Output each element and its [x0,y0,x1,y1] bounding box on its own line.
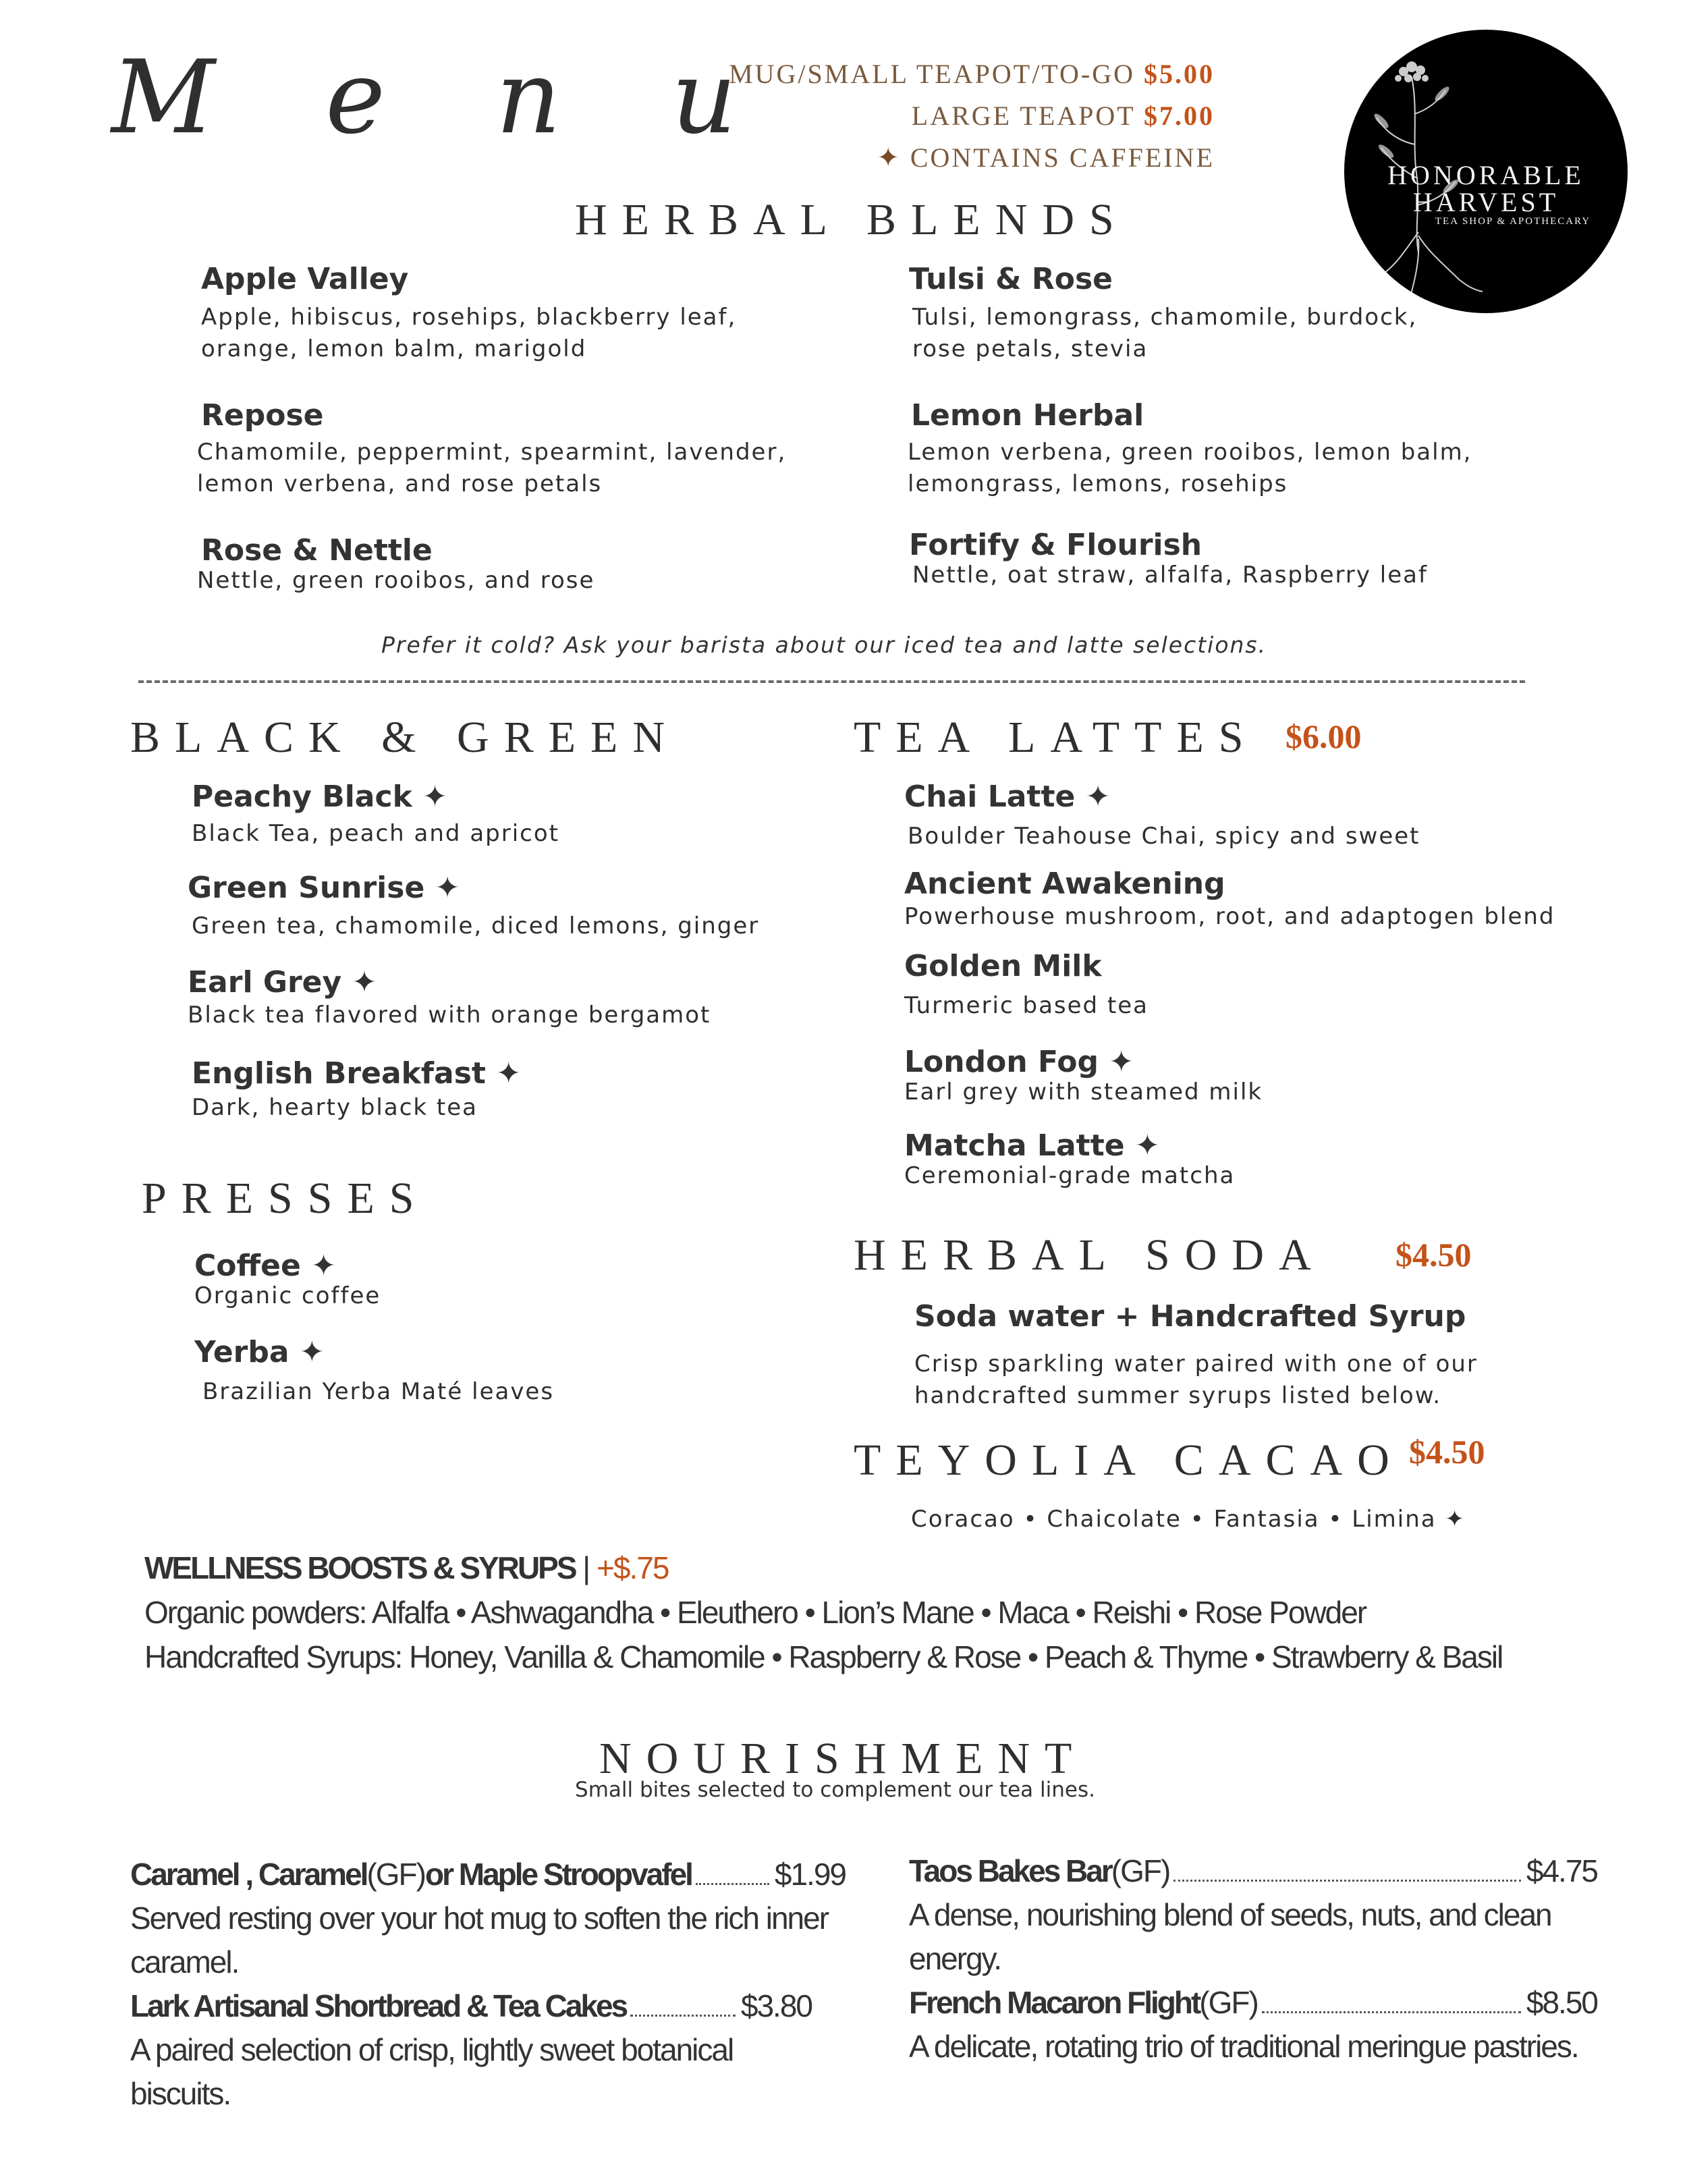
item-name: Yerba ✦ [194,1335,325,1369]
section-presses-heading: PRESSES [142,1174,429,1223]
nourish-item-desc: A paired selection of crisp, lightly sweet botanical biscuits. [130,2032,734,2111]
item-desc: lemongrass, lemons, rosehips [908,470,1288,497]
item-name: Chai Latte ✦ [904,780,1111,814]
nourish-item-header [909,1981,1597,2025]
menu-item [188,871,759,942]
item-name: Tulsi & Rose [909,262,1113,296]
nourish-item [130,1853,846,1984]
wellness-powders: Organic powders: Alfalfa • Ashwagandha • Eleuthero • Lion’s Mane • Maca • Reishi • Rose Powder [144,1595,1366,1630]
menu-title: M e n u [111,39,776,157]
nourish-item-price: $8.50 [1526,1985,1597,2020]
wellness-separator: | [575,1550,597,1585]
section-teyolia-cacao-heading: TEYOLIA CACAO [854,1436,1404,1485]
menu-item [909,528,1428,591]
price-line-label: LARGE TEAPOT [911,101,1135,131]
wellness-price: +$.75 [597,1550,669,1585]
menu-item [904,780,1420,852]
nourish-item-header [130,1984,812,2028]
nourish-item-price: $1.99 [774,1857,846,1892]
section-divider [138,680,1525,683]
logo-line-2: HARVEST [1412,187,1559,217]
item-name: Matcha Latte ✦ [904,1128,1160,1163]
nourish-item [909,1849,1597,1981]
nourish-item-desc: Served resting over your hot mug to soften the rich inner caramel. [130,1901,829,1980]
menu-item [188,965,711,1031]
wellness-boosts [144,1546,1502,1679]
section-black-green-heading: BLACK & GREEN [130,713,680,762]
item-desc: Brazilian Yerba Maté leaves [202,1378,555,1405]
item-name: Peachy Black ✦ [192,780,448,814]
menu-item [192,1056,521,1124]
menu-item [194,1335,554,1408]
nourish-item-name: French Macaron Flight [909,1985,1200,2020]
section-nourishment-heading: NOURISHMENT [599,1734,1087,1783]
nourish-item-price: $3.80 [740,1988,812,2023]
nourish-item-desc: A dense, nourishing blend of seeds, nuts, and clean energy. [909,1897,1551,1976]
menu-item [904,949,1149,1022]
wellness-syrups: Handcrafted Syrups: Honey, Vanilla & Chamomile • Raspberry & Rose • Peach & Thyme • Strawberry & Basil [144,1639,1503,1674]
item-name: Repose [201,398,324,433]
nourishment-subtitle: Small bites selected to complement our tea lines. [575,1778,1095,1802]
nourish-item-gf: (GF) [366,1857,425,1892]
item-desc: Ceremonial-grade matcha [904,1162,1236,1189]
caffeine-star-icon: ✦ [877,142,902,173]
nourish-item-gf: (GF) [1111,1853,1170,1888]
item-desc: Nettle, oat straw, alfalfa, Raspberry leaf [912,562,1428,589]
menu-item [194,1249,381,1312]
teyolia-flavors: Coracao • Chaicolate • Fantasia • Limina ✦ [911,1506,1466,1533]
price-line-small [729,58,1215,90]
item-name: English Breakfast ✦ [192,1056,522,1091]
nourish-item-name: Caramel , Caramel [130,1857,367,1892]
item-name: Golden Milk [904,949,1102,983]
menu-item [197,533,595,597]
dotted-leader [630,2015,736,2017]
item-name: Earl Grey ✦ [188,965,377,1000]
price-line-value: $7.00 [1144,101,1215,131]
section-tea-lattes-heading: TEA LATTES [854,713,1259,762]
section-herbal-soda-heading: HERBAL SODA [854,1230,1326,1280]
item-desc: Black tea flavored with orange bergamot [188,1002,711,1029]
menu-item [197,398,787,500]
item-name: Fortify & Flourish [909,528,1202,562]
item-desc: Apple, hibiscus, rosehips, blackberry leaf, [201,304,737,331]
nourish-item-name: Lark Artisanal Shortbread & Tea Cakes [130,1988,627,2023]
menu-item [914,1299,1478,1412]
nourish-item-gf: (GF) [1199,1985,1258,2020]
item-desc: Organic coffee [194,1282,381,1309]
item-desc: Lemon verbena, green rooibos, lemon balm, [908,439,1472,466]
item-desc: orange, lemon balm, marigold [201,335,587,362]
item-name: Rose & Nettle [201,533,433,568]
item-name: Ancient Awakening [904,867,1225,901]
menu-item [904,1045,1263,1108]
item-name: Green Sunrise ✦ [188,871,460,905]
section-herbal-blends-heading: HERBAL BLENDS [575,195,1129,244]
nourish-item-price: $4.75 [1526,1853,1597,1888]
item-name: Soda water + Handcrafted Syrup [914,1299,1466,1334]
item-name: Apple Valley [201,262,409,296]
item-desc: Green tea, chamomile, diced lemons, ginger [192,912,760,939]
menu-item [192,780,559,850]
item-name: Lemon Herbal [911,398,1144,433]
item-desc: lemon verbena, and rose petals [197,470,603,497]
item-desc: rose petals, stevia [912,335,1149,362]
menu-item [908,398,1472,500]
caffeine-note [877,142,1215,173]
tea-lattes-price: $6.00 [1285,717,1362,755]
item-desc: Black Tea, peach and apricot [192,820,559,847]
item-desc: Tulsi, lemongrass, chamomile, burdock, [912,304,1418,331]
logo-line-1: HONORABLE [1387,160,1584,190]
item-desc: handcrafted summer syrups listed below. [914,1382,1442,1409]
herbal-soda-price: $4.50 [1395,1236,1472,1274]
price-line-large [912,100,1215,132]
iced-tea-note: Prefer it cold? Ask your barista about our iced tea and latte selections. [381,632,1267,658]
price-line-value: $5.00 [1144,59,1215,89]
item-desc: Nettle, green rooibos, and rose [197,567,595,594]
logo-tagline: TEA SHOP & APOTHECARY [1435,216,1591,227]
item-desc: Chamomile, peppermint, spearmint, lavender, [197,439,787,466]
menu-item [904,867,1555,933]
nourish-item [130,1984,846,2116]
menu-item [909,262,1417,365]
nourish-item-header [130,1853,846,1896]
item-desc: Boulder Teahouse Chai, spicy and sweet [908,823,1420,850]
price-line-label: MUG/SMALL TEAPOT/TO-GO [729,59,1135,89]
dotted-leader [1173,1880,1521,1882]
item-desc: Crisp sparkling water paired with one of our [914,1350,1478,1377]
dotted-leader [696,1883,769,1885]
nourish-item-header [909,1849,1597,1893]
menu-item [904,1128,1235,1192]
nourish-item-name-alt: or Maple Stroopvafel [424,1857,692,1892]
item-desc: Dark, hearty black tea [192,1094,478,1121]
wellness-heading [144,1546,1502,1590]
caffeine-note-label: CONTAINS CAFFEINE [910,142,1215,173]
menu-item [201,262,736,365]
nourish-item-name: Taos Bakes Bar [909,1853,1111,1888]
item-name: London Fog ✦ [904,1045,1134,1079]
dotted-leader [1262,2011,1521,2013]
item-desc: Turmeric based tea [904,992,1149,1019]
wellness-label: WELLNESS BOOSTS & SYRUPS [144,1550,576,1585]
item-desc: Powerhouse mushroom, root, and adaptogen blend [904,903,1555,930]
nourish-item-desc: A delicate, rotating trio of traditional meringue pastries. [909,2029,1578,2064]
item-name: Coffee ✦ [194,1249,337,1283]
teyolia-price: $4.50 [1409,1433,1485,1471]
nourish-item [909,1981,1614,2069]
item-desc: Earl grey with steamed milk [904,1079,1263,1105]
